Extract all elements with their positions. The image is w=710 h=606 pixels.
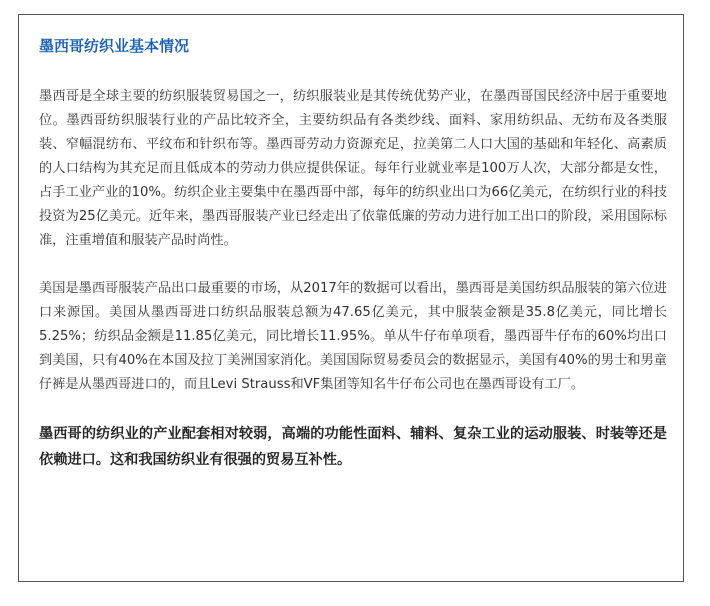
article-content [39, 35, 667, 473]
paragraph-us-market: 美国是墨西哥服装产品出口最重要的市场，从2017年的数据可以看出，墨西哥是美国纺织品服装的第六位进口来源国。美国从墨西哥进口纺织品服装总额为47.65亿美元，其中服装金额是35.8亿美元，同比增长5.25%；纺织品金额是11.85亿美元，同比增长11.95%。单从牛仔布单项看，墨西哥牛仔布的60%均出口到美国，只有40%在本国及拉丁美洲国家消化。美国国际贸易委员会的数据显示，美国有40%的男士和男童仔裤是从墨西哥进口的，而且Levi Strauss和VF集团等知名牛仔布公司也在墨西哥设有工厂。 [39, 281, 667, 392]
paragraph-conclusion: 墨西哥的纺织业的产业配套相对较弱，高端的功能性面料、辅料、复杂工业的运动服装、时装等还是依赖进口。这和我国纺织业有很强的贸易互补性。 [39, 426, 667, 468]
article-title: 墨西哥纺织业基本情况 [39, 37, 190, 55]
article-frame [18, 14, 684, 582]
paragraph-overview: 墨西哥是全球主要的纺织服装贸易国之一，纺织服装业是其传统优势产业，在墨西哥国民经济中居于重要地位。墨西哥纺织服装行业的产品比较齐全，主要纺织品有各类纱线、面料、家用纺织品、无纺布及各类服装、窄幅混纺布、平纹布和针织布等。墨西哥劳动力资源充足，拉美第二人口大国的基础和年轻化、高素质的人口结构为其充足而且低成本的劳动力供应提供保证。每年行业就业率是100万人次，大部分都是女性，占手工业产业的10%。纺织企业主要集中在墨西哥中部，每年的纺织业出口为66亿美元，在纺织行业的科技投资为25亿美元。近年来，墨西哥服装产业已经走出了依靠低廉的劳动力进行加工出口的阶段，采用国际标准，注重增值和服装产品时尚性。 [39, 89, 667, 248]
